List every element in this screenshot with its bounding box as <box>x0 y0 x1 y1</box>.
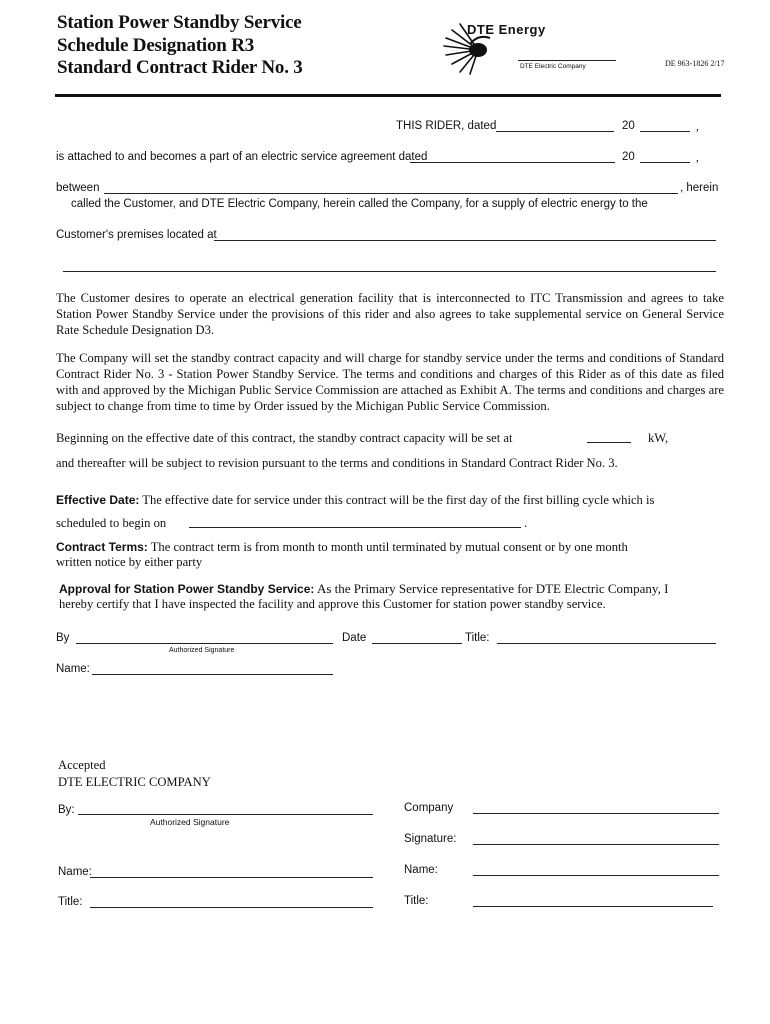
rider-dated-label: THIS RIDER, dated <box>396 120 497 132</box>
capacity-field[interactable] <box>587 442 631 443</box>
logo-wordmark: DTE Energy <box>467 22 546 37</box>
accepted-by-field[interactable] <box>78 814 373 815</box>
approval-line2: hereby certify that I have inspected the facility and approve this Customer for station power standby service. <box>59 597 606 611</box>
signature-field[interactable] <box>473 844 719 845</box>
service-start-field[interactable] <box>189 527 521 528</box>
accepted-title-field[interactable] <box>90 907 373 908</box>
accepted-title-label: Title: <box>58 896 83 908</box>
comma-2: , <box>696 152 699 164</box>
paragraph-3-start: Beginning on the effective date of this contract, the standby contract capacity will be set at <box>56 431 513 445</box>
paragraph-1: The Customer desires to operate an electrical generation facility that is interconnected to ITC Transmission and agrees to take Station Power Standby Service under the provisions of this rider and also agrees to take supplemental service on General Service Rate Schedule Designation D3. <box>56 291 724 337</box>
right-title-label: Title: <box>404 895 429 907</box>
date-label: Date <box>342 632 367 644</box>
approval-text: As the Primary Service representative for DTE Electric Company, I <box>316 581 669 596</box>
premises-field-2[interactable] <box>63 271 716 272</box>
accepted-by-label: By: <box>58 804 75 816</box>
premises-field[interactable] <box>214 240 716 241</box>
title-field[interactable] <box>497 643 716 644</box>
by-signature-field[interactable] <box>76 643 333 644</box>
premises-label: Customer's premises located at <box>56 229 217 241</box>
contract-terms-line2: written notice by either party <box>56 555 203 569</box>
approval-label: Approval for Station Power Standby Service: <box>59 582 315 596</box>
right-name-label: Name: <box>404 864 438 876</box>
kw-unit: kW, <box>648 431 669 445</box>
logo-subtitle: DTE Electric Company <box>520 63 586 70</box>
between-label: between <box>56 182 100 194</box>
title-line-3: Standard Contract Rider No. 3 <box>57 57 303 78</box>
title-line-2: Schedule Designation R3 <box>57 35 255 56</box>
approval-row <box>59 581 668 597</box>
contract-terms-label: Contract Terms: <box>56 540 148 554</box>
year-prefix-2: 20 <box>622 151 635 163</box>
title-line-1: Station Power Standby Service <box>57 12 302 33</box>
date-field[interactable] <box>372 643 462 644</box>
effective-date-text: The effective date for service under this contract will be the first day of the first billing cycle which is <box>142 493 655 507</box>
right-name-field[interactable] <box>473 875 719 876</box>
comma: , <box>696 121 699 133</box>
contract-terms-text: The contract term is from month to month until terminated by mutual consent or by one month <box>150 540 628 554</box>
effective-date-row <box>56 492 654 508</box>
called-line: called the Customer, and DTE Electric Company, herein called the Company, for a supply of electric energy to the <box>71 198 648 210</box>
paragraph-2: The Company will set the standby contract capacity and will charge for standby service under the terms and conditions of Standard Contract Rider No. 3 - Station Power Standby Service. The terms and conditions and charges of this Rider as of this date as filed with and approved by the Michigan Public Service Commission are attached as Exhibit A. The terms and conditions and charges are subject to change from time to time by Order issued by the Michigan Public Service Commission. <box>56 351 724 413</box>
accepted-label: Accepted <box>58 758 106 772</box>
accepted-name-field[interactable] <box>90 877 373 878</box>
period: . <box>524 516 528 530</box>
agreement-date-field[interactable] <box>410 162 615 163</box>
name-field[interactable] <box>92 674 333 675</box>
name-label: Name: <box>56 663 90 675</box>
accepted-company-name: DTE ELECTRIC COMPANY <box>58 775 211 789</box>
contract-terms-row <box>56 539 628 555</box>
year-prefix: 20 <box>622 120 635 132</box>
title-label: Title: <box>465 632 490 644</box>
attached-label: is attached to and becomes a part of an electric service agreement dated <box>56 151 428 163</box>
right-title-field[interactable] <box>473 906 713 907</box>
company-label: Company <box>404 802 454 814</box>
agreement-year-field[interactable] <box>640 162 690 163</box>
header-divider <box>55 94 721 97</box>
rider-date-field[interactable] <box>496 131 614 132</box>
company-field[interactable] <box>473 813 719 814</box>
authorized-signature-caption: Authorized Signature <box>169 647 235 654</box>
effective-date-label: Effective Date: <box>56 493 140 507</box>
by-label: By <box>56 632 70 644</box>
accepted-name-label: Name: <box>58 866 92 878</box>
form-code: DE 963-1826 2/17 <box>665 59 725 68</box>
rider-year-field[interactable] <box>640 131 690 132</box>
herein-label: , herein <box>680 182 719 194</box>
signature-label: Signature: <box>404 833 457 845</box>
effective-date-line2: scheduled to begin on <box>56 516 167 530</box>
paragraph-4: and thereafter will be subject to revision pursuant to the terms and conditions in Standard Contract Rider No. 3. <box>56 456 618 470</box>
accepted-authorized-caption: Authorized Signature <box>150 817 230 827</box>
customer-name-field[interactable] <box>104 193 678 194</box>
